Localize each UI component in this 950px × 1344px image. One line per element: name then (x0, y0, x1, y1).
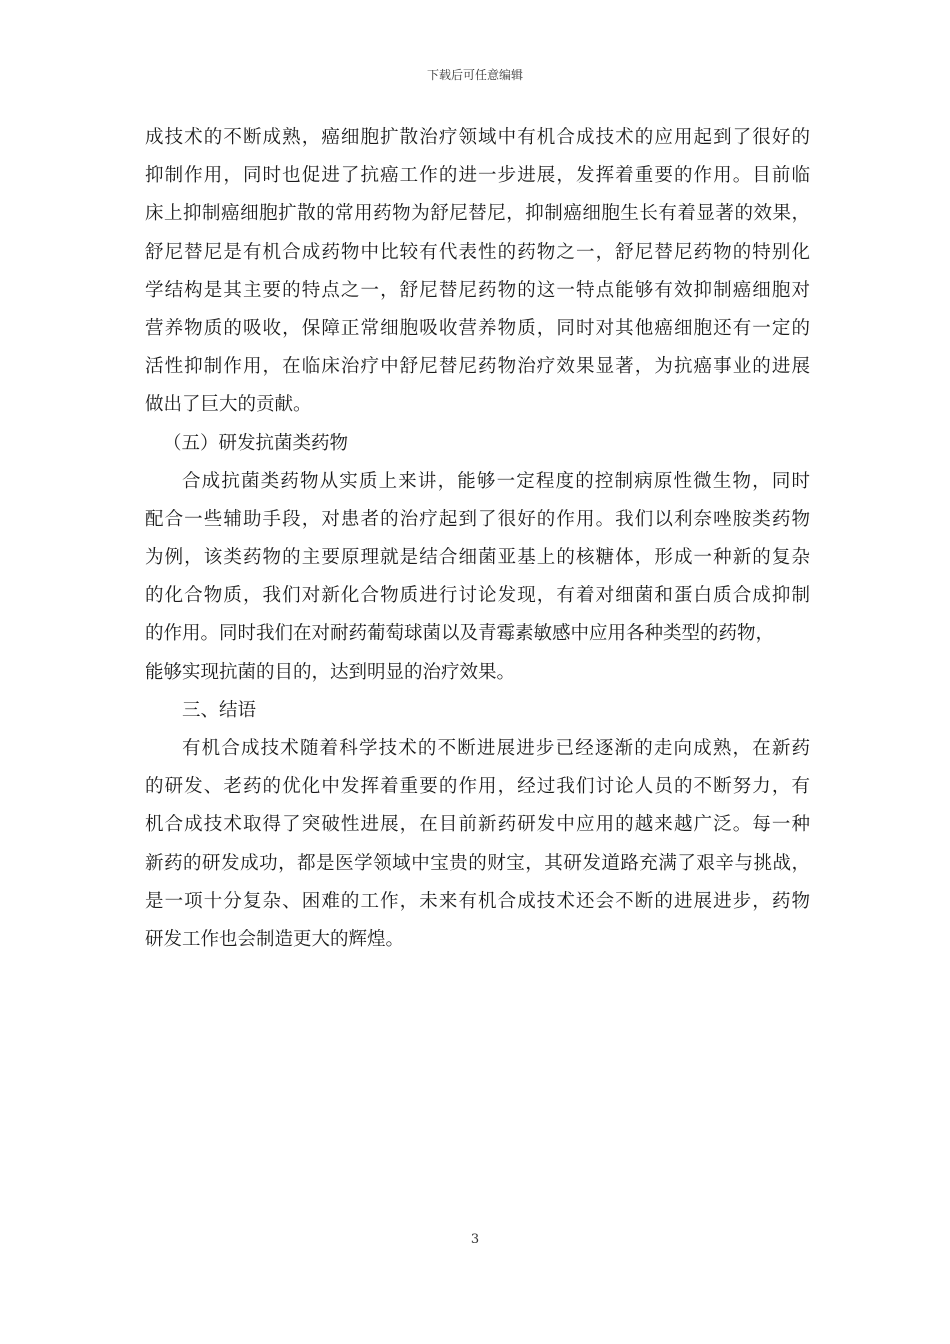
text-line: 新药的研发成功，都是医学领域中宝贵的财宝，其研发道路充满了艰辛与挑战， (145, 852, 810, 874)
text-line: 能够实现抗菌的目的，达到明显的治疗效果。 (145, 661, 516, 683)
text-line: 的研发、老药的优化中发挥着重要的作用，经过我们讨论人员的不断努力，有 (145, 776, 810, 798)
text-line: 成技术的不断成熟，癌细胞扩散治疗领域中有机合成技术的应用起到了很好的 (145, 127, 810, 148)
text-line: 床上抑制癌细胞扩散的常用药物为舒尼替尼，抑制癌细胞生长有着显著的效果， (145, 203, 810, 225)
text-line: 活性抑制作用，在临床治疗中舒尼替尼药物治疗效果显著，为抗癌事业的进展 (145, 356, 810, 378)
text-line: 为例，该类药物的主要原理就是结合细菌亚基上的核糖体，形成一种新的复杂 (145, 547, 810, 569)
paragraph-conclusion (145, 730, 810, 959)
text-line: 配合一些辅助手段，对患者的治疗起到了很好的作用。我们以利奈唑胺类药物 (145, 508, 810, 530)
text-line: 舒尼替尼是有机合成药物中比较有代表性的药物之一，舒尼替尼药物的特别化 (145, 241, 810, 263)
text-line: 有机合成技术随着科学技术的不断进展进步已经逐渐的走向成熟，在新药 (182, 738, 810, 759)
paragraph-antibacterial (145, 463, 810, 692)
text-line: 机合成技术取得了突破性进展，在目前新药研发中应用的越来越广泛。每一种 (145, 814, 810, 836)
text-line: 研发工作也会制造更大的辉煌。 (145, 928, 405, 950)
text-line: 营养物质的吸收，保障正常细胞吸收营养物质，同时对其他癌细胞还有一定的 (145, 317, 810, 339)
paragraph-anticancer (145, 119, 810, 425)
page-header: 下载后可任意编辑 (426, 68, 523, 82)
text-line: 学结构是其主要的特点之一，舒尼替尼药物的这一特点能够有效抑制癌细胞对 (145, 279, 810, 301)
section-heading-conclusion: 三、结语 (182, 699, 257, 721)
text-line: 合成抗菌类药物从实质上来讲，能够一定程度的控制病原性微生物，同时 (182, 470, 810, 492)
document-body (145, 119, 810, 959)
text-line: 做出了巨大的贡献。 (145, 394, 312, 416)
page-number: 3 (470, 1232, 480, 1247)
text-line: 抑制作用，同时也促进了抗癌工作的进一步进展，发挥着重要的作用。目前临 (145, 165, 810, 187)
text-line: 的化合物质，我们对新化合物质进行讨论发现，有着对细菌和蛋白质合成抑制 (145, 585, 810, 607)
section-heading-antibacterial: （五）研发抗菌类药物 (163, 432, 349, 454)
text-line: 的作用。同时我们在对耐药葡萄球菌以及青霉素敏感中应用各种类型的药物， (145, 623, 775, 645)
text-line: 是一项十分复杂、困难的工作，未来有机合成技术还会不断的进展进步，药物 (145, 890, 810, 912)
